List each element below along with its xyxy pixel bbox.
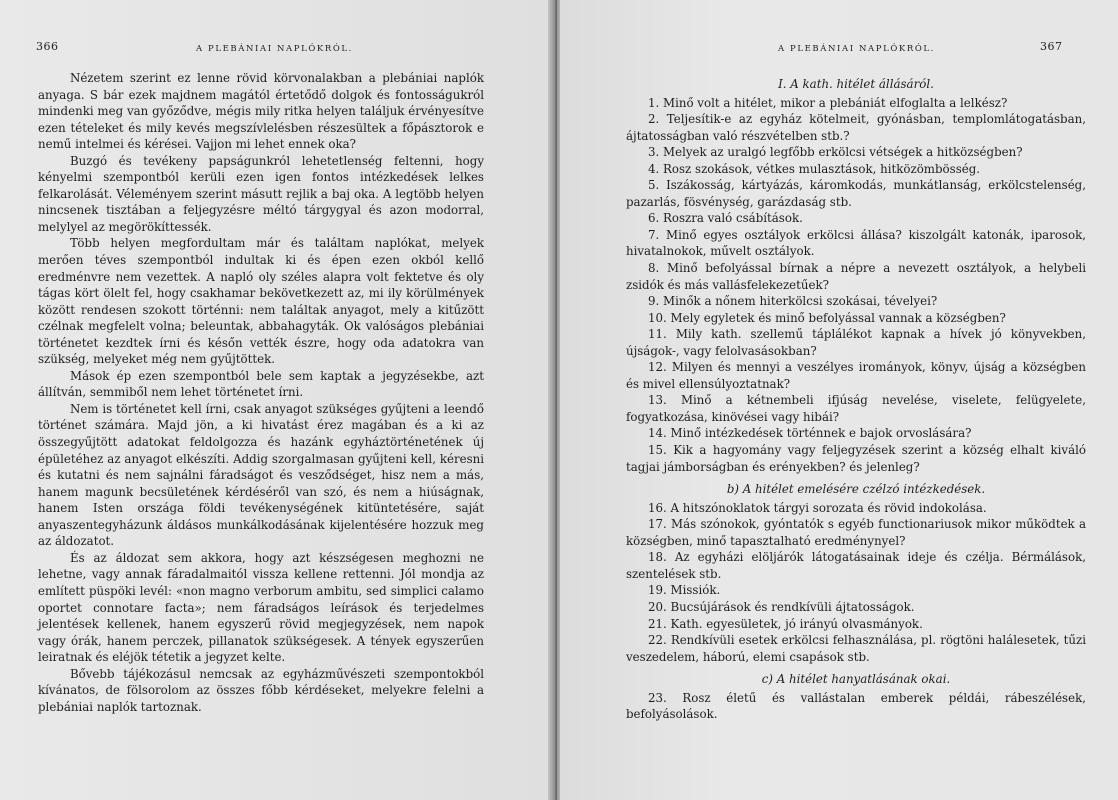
question-item: 19. Missiók.: [648, 583, 721, 598]
question-item: 14. Minő intézkedések történnek e bajok orvoslására?: [648, 426, 972, 441]
question-item: 12. Milyen és mennyi a veszélyes irományok, könyv, újság a községben és mivel ellensúlyoztatnak?: [626, 360, 1086, 391]
question-item: 5. Iszákosság, kártyázás, káromkodás, munkátlanság, erkölcstelenség, pazarlás, fösvénység, garázdaság stb.: [626, 178, 1086, 209]
question-item: 10. Mely egyletek és minő befolyással vannak a községben?: [648, 310, 1006, 325]
question-item: 22. Rendkívüli esetek erkölcsi felhasználása, pl. rögtöni halálesetek, tűzi veszedelem, háború, elemi csapások stb.: [626, 633, 1086, 664]
paragraph: Bővebb tájékozásul nemcsak az egyházművészeti szempontokból kívánatos, de fölsorolom az összes főbb kérdéseket, melyekre felelni a plebániai naplók tartoznak.: [38, 666, 484, 714]
question-item: 9. Minők a nőnem hiterkölcsi szokásai, tévelyei?: [648, 294, 938, 309]
section-heading: b) A hitélet emelésére czélzó intézkedések.: [726, 482, 986, 497]
question-item: 6. Roszra való csábítások.: [648, 211, 803, 226]
question-item: 15. Kik a hagyomány vagy feljegyzések szerint a község elhalt kiváló tagjai jámborságban és erényekben? és jelenleg?: [626, 443, 1086, 474]
running-head-left: A PLEBÁNIAI NAPLÓKRÓL.: [196, 44, 353, 54]
page-number-left: 366: [36, 40, 59, 53]
question-item: 8. Minő befolyással bírnak a népre a nevezett osztályok, a helybeli zsidók és más vallásfelekezetűek?: [626, 261, 1086, 292]
question-item: 3. Melyek az uralgó legfőbb erkölcsi vétségek a hitközségben?: [648, 145, 1023, 160]
section-heading: I. A kath. hitélet állásáról.: [778, 77, 934, 91]
left-text-column: [38, 70, 484, 715]
paragraph: És az áldozat sem akkora, hogy azt készségesen meghozni ne lehetne, vagy annak fáradalmaitól vissza kellene rettenni. Jól mondja az említett püspöki levél: «non magno verborum ambitu, sed simplici calamo oportet connotare facta»; nem fáradságos leírások és terjedelmes jelentések kellenek, hanem egyszerű rövid megjegyzések, nem napok vagy órák, hanem perczek, pillanatok szükségesek. A tények egyszerűen leiratnak és eléjök tétetik a jegyzet kelte.: [38, 550, 484, 665]
paragraph: Mások ép ezen szempontból bele sem kaptak a jegyzésekbe, azt állítván, semmiből nem lehet történetet írni.: [38, 368, 484, 400]
question-item: 7. Minő egyes osztályok erkölcsi állása? kiszolgált katonák, iparosok, hivatalnokok, művelt osztályok.: [626, 227, 1086, 259]
question-item: 16. A hitszónoklatok tárgyi sorozata és rövid indokolása.: [648, 500, 987, 515]
running-head-right: A PLEBÁNIAI NAPLÓKRÓL.: [778, 44, 935, 54]
question-item: 13. Minő a kétnembeli ifjúság nevelése, viselete, felügyelete, fogyatkozása, kinövései vagy hibái?: [626, 393, 1086, 424]
question-item: 20. Bucsújárások és rendkívüli ájtatosságok.: [648, 599, 915, 614]
page-number-right: 367: [1040, 40, 1063, 53]
question-item: 11. Mily kath. szellemű táplálékot kapnak a hívek jó könyvekben, újságok-, vagy felolvasásokban?: [626, 327, 1086, 358]
left-page: [0, 0, 552, 800]
question-item: 23. Rosz életű és vallástalan emberek példái, rábeszélések, befolyásolások.: [626, 690, 1086, 722]
question-item: 1. Minő volt a hitélet, mikor a plebániát elfoglalta a lelkész?: [648, 95, 1008, 110]
question-item: 4. Rosz szokások, vétkes mulasztások, hitközömbösség.: [648, 161, 981, 176]
paragraph: Nem is történetet kell írni, csak anyagot szükséges gyűjteni a leendő történet számára. Majd jön, a ki hivatást érez magában és a ki az összegyűjtött adatokat feldolgozza és hazánk egyháztörténetének új épületéhez az anyagot elkészíti. Addig szorgalmasan gyűjteni kell, kéresni és kutatni és nem sajnálni fáradságot és vesződséget, hisz nem a más, hanem magunk becsületének kérdéséről van szó, és nem a hiúságnak, hanem Isten országa földi tevékenységének kitüntetésére, saját anyaszentegyházunk áldásos munkálkodásának kijelentésére hozzuk meg az áldozatot.: [38, 401, 484, 549]
question-item: 21. Kath. egyesületek, jó irányú olvasmányok.: [648, 616, 923, 631]
right-page: [560, 0, 1118, 800]
question-item: 17. Más szónokok, gyóntatók s egyéb functionariusok mikor működtek a községben, minő tapasztalható eredménynyel?: [626, 517, 1086, 548]
paragraph: Több helyen megfordultam már és találtam naplókat, melyek merően téves szempontból indultak ki és épen ezen okból kellő eredménvre nem vezettek. A napló oly széles alapra volt fektetve és oly tágas kört ölelt fel, hogy csakhamar bekövetkezett az, mi ily körülmények között rendesen szokott történni: nem találtak anyagot, mely a kitűzött czélnak megfelelt volna; beleuntak, abbahagyták. Ok valóságos plebániai történetet kezdtek írni és későn vették észre, hogy oda adatokra van szükség, melyeket még nem gyűjtöttek.: [38, 236, 484, 367]
paragraph: Buzgó és tevékeny papságunkról lehetetlenség feltenni, hogy kényelmi szempontból kerüli ezen igen fontos intézkedések lelkes felkarolását. Véleményem szerint másutt rejlik a baj oka. A legtöbb helyen nincsenek tisztában a feljegyzésre méltó tárgygyal és azon modorral, melylyel az megörökíttessék.: [38, 153, 484, 234]
paragraph: Nézetem szerint ez lenne rövid körvonalakban a plebániai naplók anyaga. S bár ezek majdnem magától értetődő dolgok és fontosságukról mindenki meg van győződve, mégis mily ritka helyen találjuk érvényesítve ezen tételeket és mily kevés megszívlelésben részesültek a főpásztorok e nemű intelmei és kérései. Vajjon mi lehet ennek oka?: [38, 71, 484, 152]
question-item: 18. Az egyházi elöljárók látogatásainak ideje és czélja. Bérmálások, szentelések stb.: [626, 550, 1086, 581]
right-text-column: [626, 76, 1086, 723]
question-item: 2. Teljesítik-e az egyház kötelmeit, gyónásban, templomlátogatásban, ájtatosságban való részvételben stb.?: [626, 112, 1086, 143]
section-heading: c) A hitélet hanyatlásának okai.: [761, 672, 951, 687]
